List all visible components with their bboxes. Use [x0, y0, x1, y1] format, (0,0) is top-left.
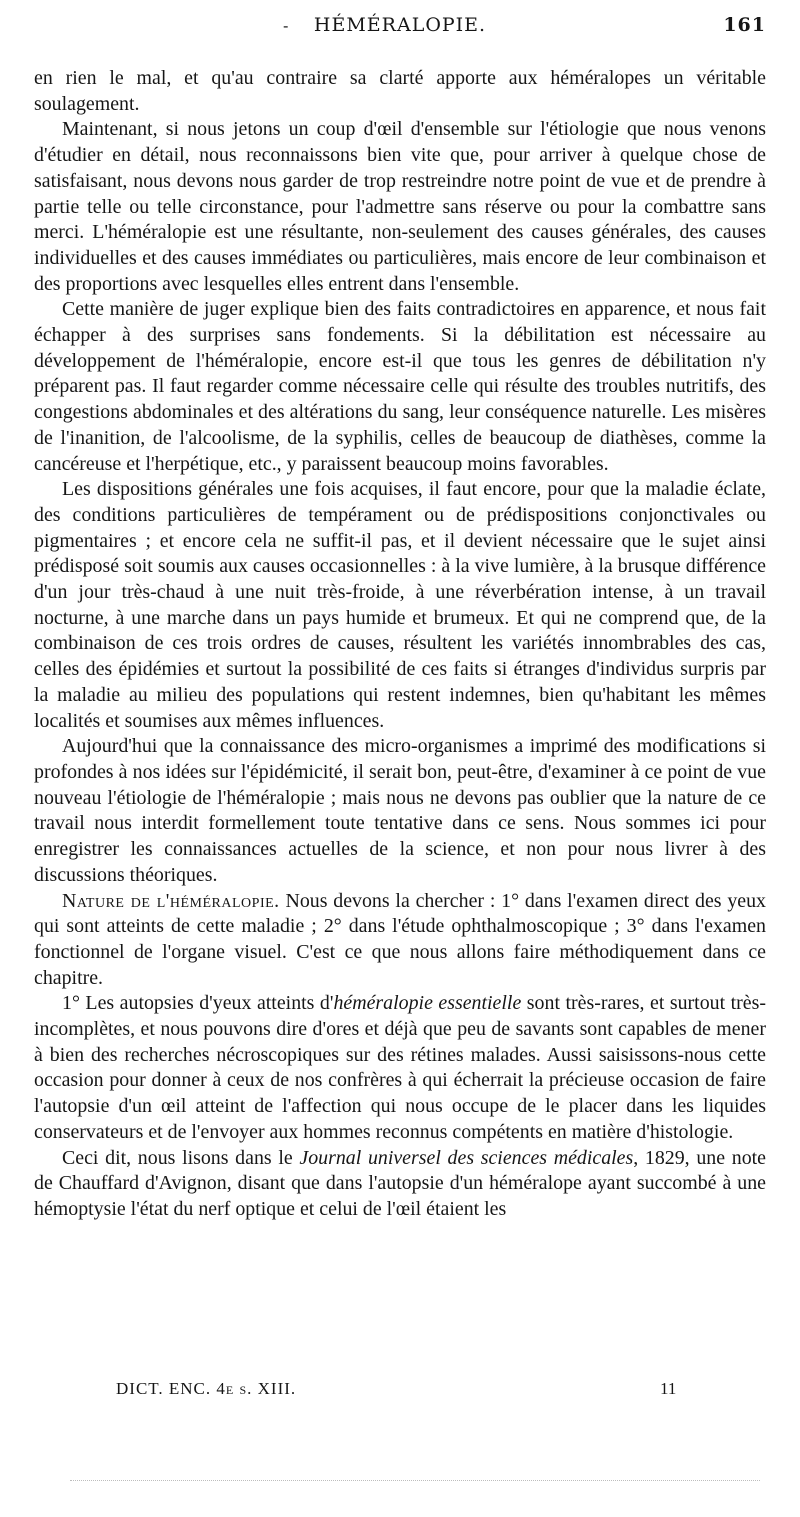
text-run: Maintenant, si nous jetons un coup d'œil d'ensemble sur l'étiologie que nous venons d'étudier en détail, nous reconnaissons bien vite que, pour arriver à quelque chose de satisfaisant, nous devons nous garder de trop restreindre notre point de vue et de prendre à partie telle ou telle circonstance, pour l'admettre sans réserve ou pour la combattre sans merci. L'héméralopie est une résultante, non-seulement des causes générales, des causes individuelles et des causes immédiates ou particulières, mais encore de leur combinaison et des proportions avec lesquelles elles entrent dans l'ensemble.: [34, 118, 766, 295]
body-text: [34, 66, 766, 1223]
page-title: HÉMÉRALOPIE.: [313, 14, 487, 36]
paragraph: [34, 477, 766, 734]
paragraph: [34, 117, 766, 297]
paragraph: [34, 991, 766, 1145]
text-run: sont très-rares, et surtout très-incomplètes, et nous pouvons dire d'ores et déjà que peu de savants sont capables de mener à bien des recherches nécroscopiques sur des rétines malades. Aussi saisissons-nous cette occasion pour donner à ceux de nos confrères à qui écherrait la précieuse occasion de faire l'autopsie d'un œil atteint de l'affection qui nous occupe de le placer dans les liquides conservateurs et de l'envoyer aux hommes reconnus compétents en matière d'histologie.: [34, 992, 766, 1143]
paragraph: [34, 889, 766, 992]
text-run: 1° Les autopsies d'yeux atteints d': [62, 992, 334, 1015]
text-run: , 1829, une note de Chauffard d'Avignon, disant que dans l'autopsie d'un héméralope ayant succombé à une hémoptysie l'état du nerf optique et celui de l'œil étaient les: [34, 1146, 766, 1220]
italic-text: héméralopie essentielle: [333, 992, 522, 1015]
text-run: Les dispositions générales une fois acquises, il faut encore, pour que la maladie éclate, des conditions particulières de tempérament ou de prédispositions conjonctivales ou pigmentaires ; et encore cela ne suffit-il pas, et il devient nécessaire que le sujet ainsi prédisposé soit soumis aux causes occasionnelles : à la vive lumière, à la brusque différence d'un jour très-chaud à une nuit très-froide, à une réverbération intense, à un travail nocturne, à une marche dans un pays humide et brumeux. Et qui ne comprend que, de la combinaison de ces trois ordres de causes, résultent les variétés innombrables des cas, celles des épidémies et surtout la possibilité de ces faits si étranges d'individus surpris par la maladie au milieu des populations qui restent indemnes, bien qu'habitant les mêmes localités et soumises aux mêmes influences.: [34, 478, 766, 732]
section-heading: Nature de l'héméralopie.: [62, 889, 280, 912]
text-run: Nous devons la chercher : 1° dans l'examen direct des yeux qui sont atteints de cette maladie ; 2° dans l'étude ophthalmoscopique ; 3° dans l'examen fonctionnel de l'organe visuel. C'est ce que nous allons faire méthodiquement dans ce chapitre.: [34, 889, 766, 989]
paragraph: [34, 297, 766, 477]
bottom-dotted-rule: [70, 1480, 760, 1481]
paragraph: [34, 734, 766, 888]
paragraph: [34, 66, 766, 117]
text-run: Aujourd'hui que la connaissance des micro-organismes a imprimé des modifications si profondes à nos idées sur l'épidémicité, il serait bon, peut-être, d'examiner à ce point de vue nouveau l'étiologie de l'héméralopie ; mais nous ne devons pas oublier que la nature de ce travail nous interdit formellement toute tentative dans ce sens. Nous sommes ici pour enregistrer les connaissances actuelles de la science, et non pour nous livrer à des discussions théoriques.: [34, 735, 766, 886]
italic-text: Journal universel des sciences médicales: [299, 1146, 634, 1169]
page-footer: [0, 1379, 800, 1405]
sheet-number: 11: [660, 1379, 677, 1398]
text-run: en rien le mal, et qu'au contraire sa clarté apporte aux héméralopes un véritable soulagement.: [34, 67, 766, 115]
printer-signature: DICT. ENC. 4e s. XIII.: [116, 1379, 297, 1398]
paragraph: [34, 1146, 766, 1223]
text-run: Cette manière de juger explique bien des faits contradictoires en apparence, et nous fait échapper à des surprises sans fondements. Si la débilitation est nécessaire au développement de l'héméralopie, encore est-il que tous les genres de débilitation n'y préparent pas. Il faut regarder comme nécessaire celle qui résulte des troubles nutritifs, des congestions abdominales et des altérations du sang, leur conséquence naturelle. Les misères de l'inanition, de l'alcoolisme, de la syphilis, celles de beaucoup de diathèses, comme la cancéreuse et l'herpétique, etc., y paraissent beaucoup moins favorables.: [34, 298, 766, 475]
text-run: Ceci dit, nous lisons dans le: [62, 1146, 300, 1169]
running-head: [0, 14, 800, 46]
page-number: 161: [723, 14, 766, 36]
header-mark: -: [283, 16, 290, 35]
